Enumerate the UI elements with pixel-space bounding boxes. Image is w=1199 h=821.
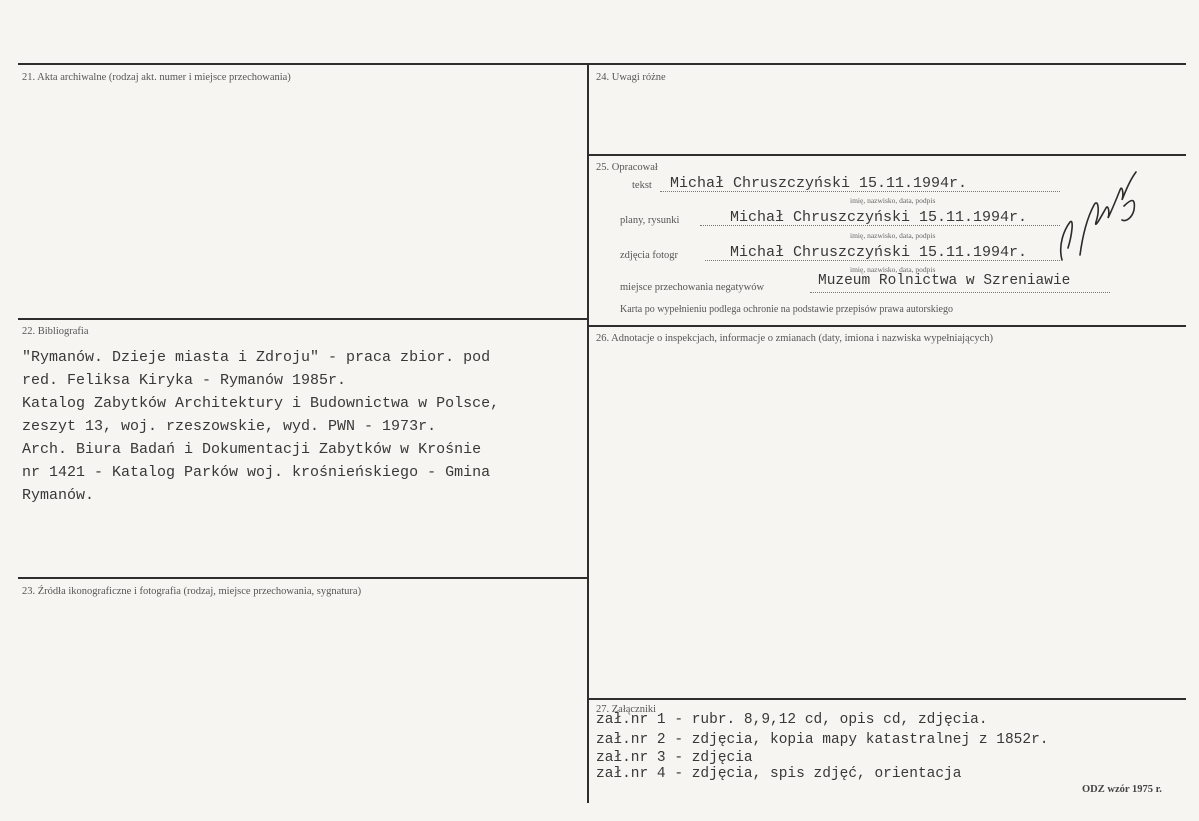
section-24-label: 24. Uwagi różne bbox=[596, 72, 666, 83]
tekst-hint: imię, nazwisko, data, podpis bbox=[850, 196, 936, 205]
plany-hint: imię, nazwisko, data, podpis bbox=[850, 231, 936, 240]
attachment-line: zał.nr 3 - zdjęcia bbox=[596, 750, 753, 766]
section-23-label: 23. Źródła ikonograficzne i fotografia (rodzaj, miejsce przechowania, sygnatura) bbox=[22, 586, 362, 597]
divider-25-26 bbox=[589, 325, 1186, 327]
zdjecia-value: Michał Chruszczyński 15.11.1994r. bbox=[730, 244, 1028, 261]
bibliography-line: nr 1421 - Katalog Parków woj. krośnieńskiego - Gmina bbox=[22, 464, 491, 481]
bibliography-line: "Rymanów. Dzieje miasta i Zdroju" - praca zbior. pod bbox=[22, 349, 491, 366]
section-26-label: 26. Adnotacje o inspekcjach, informacje o zmianach (daty, imiona i nazwiska wypełniających) bbox=[596, 333, 994, 344]
section-27-label: 27. Załączniki bbox=[596, 704, 657, 715]
negatywy-value: Muzeum Rolnictwa w Szreniawie bbox=[818, 273, 1071, 289]
bibliography-line: zeszyt 13, woj. rzeszowskie, wyd. PWN - 1973r. bbox=[22, 418, 437, 435]
bibliography-line: red. Feliksa Kiryka - Rymanów 1985r. bbox=[22, 372, 347, 389]
section-25-label: 25. Opracował bbox=[596, 162, 658, 173]
form-version: ODZ wzór 1975 r. bbox=[1082, 784, 1162, 795]
attachment-line: zał.nr 2 - zdjęcia, kopia mapy katastralnej z 1852r. bbox=[596, 732, 1049, 748]
attachment-line: zał.nr 4 - zdjęcia, spis zdjęć, orientacja bbox=[596, 766, 962, 782]
divider-21-22 bbox=[18, 318, 587, 320]
divider-24-25 bbox=[589, 154, 1186, 156]
copyright-note: Karta po wypełnieniu podlega ochronie na podstawie przepisów prawa autorskiego bbox=[620, 304, 953, 315]
bibliography-line: Arch. Biura Badań i Dokumentacji Zabytków w Krośnie bbox=[22, 441, 482, 458]
plany-label: plany, rysunki bbox=[620, 215, 680, 226]
bibliography-line: Rymanów. bbox=[22, 487, 95, 504]
top-border bbox=[18, 63, 1186, 65]
zdjecia-hint: imię, nazwisko, data, podpis bbox=[850, 265, 936, 274]
signature-icon bbox=[1050, 160, 1145, 270]
attachment-line: zał.nr 1 - rubr. 8,9,12 cd, opis cd, zdjęcia. bbox=[596, 712, 988, 728]
divider-26-27 bbox=[589, 698, 1186, 700]
bibliography-line: Katalog Zabytków Architektury i Budownictwa w Polsce, bbox=[22, 395, 500, 412]
divider-22-23 bbox=[18, 577, 587, 579]
plany-value: Michał Chruszczyński 15.11.1994r. bbox=[730, 209, 1028, 226]
middle-divider bbox=[587, 63, 589, 803]
negatywy-label: miejsce przechowania negatywów bbox=[620, 282, 765, 293]
tekst-value: Michał Chruszczyński 15.11.1994r. bbox=[670, 175, 968, 192]
zdjecia-label: zdjęcia fotogr bbox=[620, 250, 679, 261]
section-22-label: 22. Bibliografia bbox=[22, 326, 89, 337]
tekst-label: tekst bbox=[632, 180, 652, 191]
section-21-label: 21. Akta archiwalne (rodzaj akt. numer i miejsce przechowania) bbox=[22, 72, 291, 83]
negatywy-line bbox=[810, 292, 1110, 293]
